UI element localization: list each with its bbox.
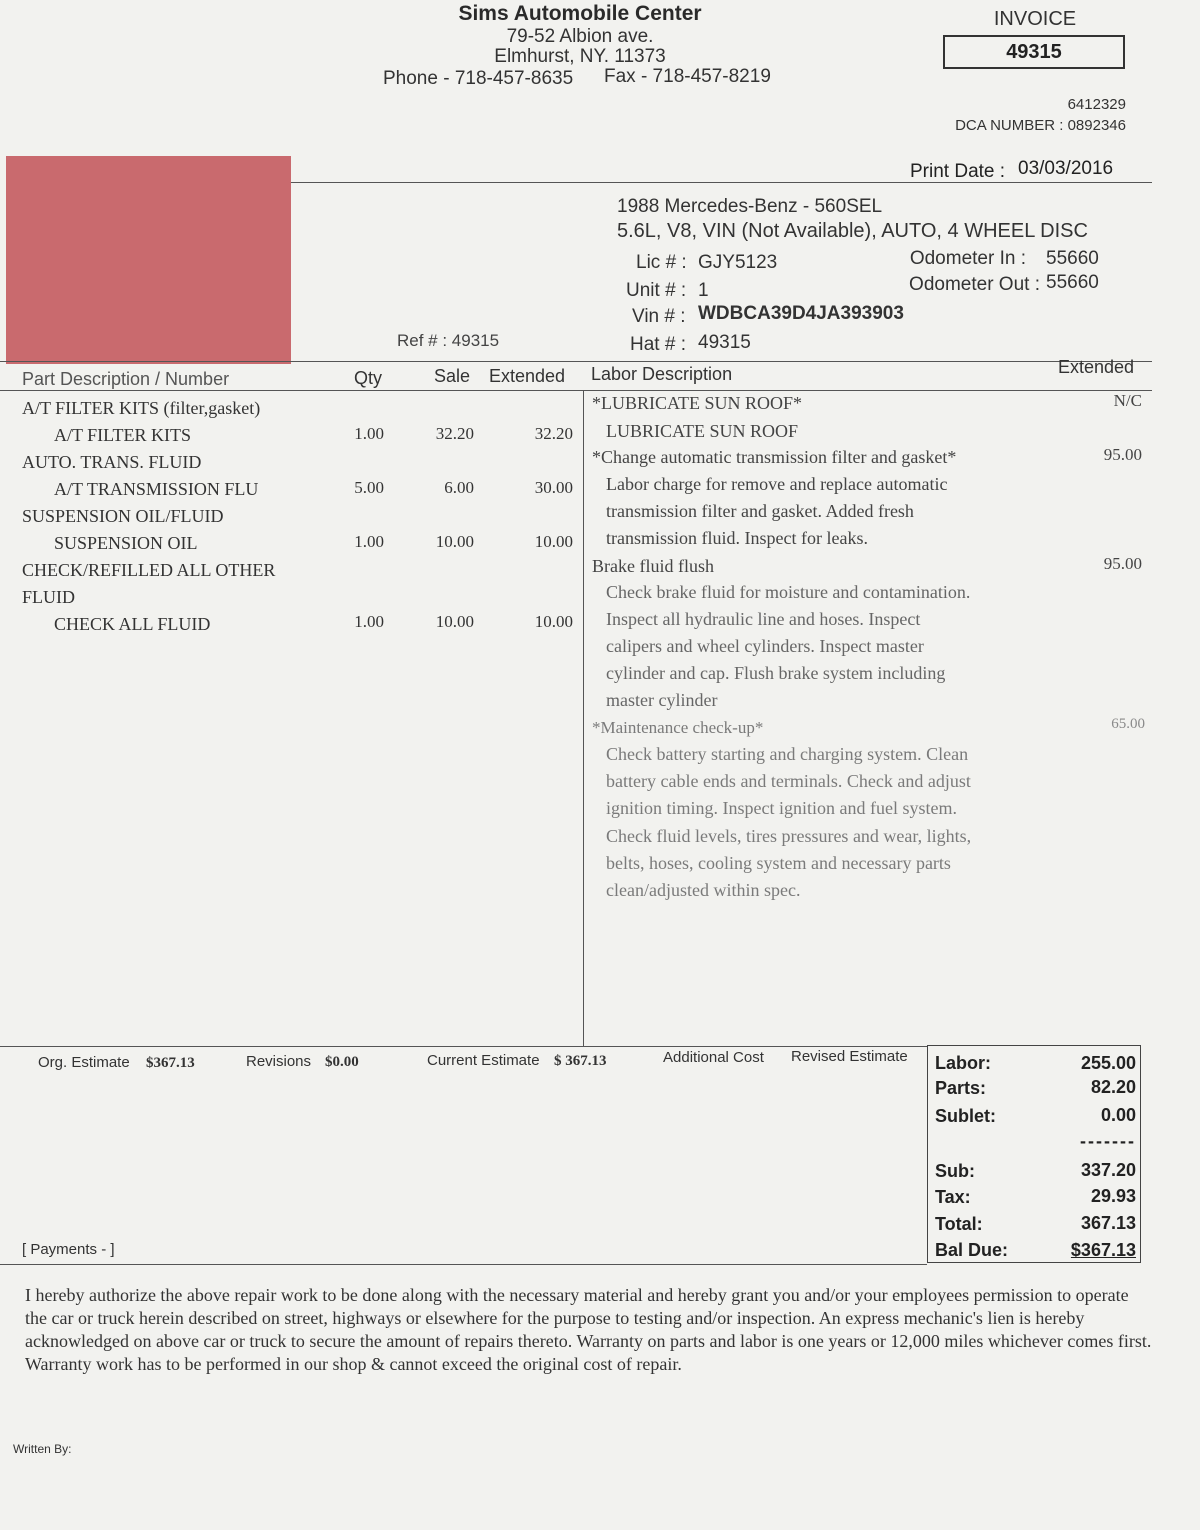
labor-line: transmission fluid. Inspect for leaks. bbox=[606, 528, 868, 548]
labor-line: calipers and wheel cylinders. Inspect master bbox=[606, 636, 924, 656]
part-row-2-description: A/T FILTER KITS bbox=[54, 425, 192, 445]
authorization-text: I hereby authorize the above repair work to be done along with the necessary material and hereby grant you and/or your employees permission to operate the car or truck herein described on street, highways or elsewhere for the purpose to testing and/or inspection. An express mechanic's lien is hereby acknowledged on above car or truck to secure the amount of repairs thereto. Warranty on parts and labor is one years or 12,000 miles whichever comes first. Warranty work has to be performed in our shop & cannot exceed the original cost of repair. bbox=[25, 1285, 1152, 1374]
labor-line: LUBRICATE SUN ROOF bbox=[606, 421, 799, 441]
vin-label: Vin # : bbox=[632, 306, 686, 327]
vehicle-title: 1988 Mercedes-Benz - 560SEL bbox=[617, 196, 883, 217]
labor-line: Check fluid levels, tires pressures and wear, lights, bbox=[606, 826, 972, 846]
totals-balance-value: $367.13 bbox=[1070, 1240, 1136, 1260]
part-row-6-sale: 10.00 bbox=[435, 532, 474, 551]
shop-name: Sims Automobile Center bbox=[458, 2, 702, 25]
vehicle-spec: 5.6L, V8, VIN (Not Available), AUTO, 4 WHEEL DISC bbox=[617, 220, 1088, 242]
part-row-6-qty: 1.00 bbox=[354, 532, 384, 551]
labor-ext-3: 95.00 bbox=[1103, 554, 1142, 573]
part-row-1-description: A/T FILTER KITS (filter,gasket) bbox=[22, 398, 261, 418]
totals-labor-label: Labor: bbox=[935, 1053, 991, 1073]
labor-line: Labor charge for remove and replace automatic bbox=[606, 474, 948, 494]
hat-value: 49315 bbox=[698, 332, 751, 353]
column-header-rule bbox=[0, 361, 1152, 362]
redacted-customer-block bbox=[6, 156, 291, 364]
odometer-in-value: 55660 bbox=[1046, 248, 1099, 269]
labor-line: *Change automatic transmission filter and gasket* bbox=[592, 447, 957, 467]
print-date-label: Print Date : bbox=[910, 161, 1006, 182]
ref-number: Ref # : 49315 bbox=[397, 331, 500, 350]
parts-labor-divider bbox=[583, 390, 584, 1046]
part-row-2-extended: 32.20 bbox=[534, 424, 573, 443]
totals-tax-label: Tax: bbox=[935, 1187, 971, 1207]
footer-rule bbox=[0, 1046, 927, 1047]
invoice-code: 6412329 bbox=[1067, 96, 1126, 113]
labor-line: battery cable ends and terminals. Check and adjust bbox=[606, 771, 971, 791]
totals-sublet-value: 0.00 bbox=[1100, 1105, 1136, 1125]
totals-balance-label: Bal Due: bbox=[935, 1240, 1009, 1260]
payments-label: [ Payments - ] bbox=[22, 1241, 115, 1258]
shop-address-line2: Elmhurst, NY. 11373 bbox=[494, 46, 666, 67]
print-date: 03/03/2016 bbox=[1018, 158, 1114, 179]
labor-line: transmission filter and gasket. Added fresh bbox=[606, 501, 914, 521]
labor-line: *LUBRICATE SUN ROOF* bbox=[592, 393, 803, 413]
vin-value: WDBCA39D4JA393903 bbox=[698, 303, 904, 324]
part-row-8-description: FLUID bbox=[22, 587, 75, 607]
invoice-number: 49315 bbox=[943, 35, 1125, 69]
shop-phone: Phone - 718-457-8635 bbox=[383, 68, 574, 89]
hat-label: Hat # : bbox=[630, 334, 686, 355]
revisions-value: $0.00 bbox=[325, 1054, 359, 1070]
lic-label: Lic # : bbox=[636, 252, 687, 273]
revised-estimate-label: Revised Estimate bbox=[791, 1048, 908, 1065]
col-qty: Qty bbox=[354, 368, 383, 388]
shop-address-line1: 79-52 Albion ave. bbox=[506, 26, 654, 47]
labor-line: *Maintenance check-up* bbox=[592, 718, 764, 737]
written-by-label: Written By: bbox=[13, 1442, 72, 1456]
part-row-3-description: AUTO. TRANS. FLUID bbox=[22, 452, 202, 472]
totals-sub-value: 337.20 bbox=[1080, 1160, 1136, 1180]
part-row-7-description: CHECK/REFILLED ALL OTHER bbox=[22, 560, 276, 580]
odometer-in-label: Odometer In : bbox=[909, 248, 1026, 269]
part-row-9-description: CHECK ALL FLUID bbox=[54, 614, 211, 634]
labor-line: clean/adjusted within spec. bbox=[606, 880, 801, 900]
labor-line: Brake fluid flush bbox=[592, 556, 714, 576]
unit-label: Unit # : bbox=[626, 280, 687, 301]
labor-line: ignition timing. Inspect ignition and fuel system. bbox=[606, 798, 957, 818]
part-row-6-description: SUSPENSION OIL bbox=[54, 533, 198, 553]
labor-line: belts, hoses, cooling system and necessary parts bbox=[606, 853, 951, 873]
totals-sublet-label: Sublet: bbox=[935, 1106, 996, 1126]
labor-ext-1: N/C bbox=[1113, 391, 1142, 410]
totals-total-value: 367.13 bbox=[1080, 1213, 1136, 1233]
revisions-label: Revisions bbox=[246, 1053, 312, 1070]
totals-labor-value: 255.00 bbox=[1080, 1053, 1136, 1073]
part-row-4-sale: 6.00 bbox=[444, 478, 474, 497]
odometer-out-value: 55660 bbox=[1046, 272, 1099, 293]
col-labor-extended: Extended bbox=[1058, 357, 1135, 377]
part-row-6-extended: 10.00 bbox=[534, 532, 573, 551]
dca-number: DCA NUMBER : 0892346 bbox=[955, 117, 1126, 134]
part-row-5-description: SUSPENSION OIL/FLUID bbox=[22, 506, 224, 526]
labor-line: Check battery starting and charging system. Clean bbox=[606, 744, 969, 764]
current-estimate-label: Current Estimate bbox=[427, 1052, 540, 1069]
part-row-2-qty: 1.00 bbox=[354, 424, 384, 443]
part-row-4-extended: 30.00 bbox=[534, 478, 573, 497]
labor-line: cylinder and cap. Flush brake system including bbox=[606, 663, 946, 683]
header-rule bbox=[290, 182, 1152, 183]
labor-ext-2: 95.00 bbox=[1103, 445, 1142, 464]
labor-ext-4: 65.00 bbox=[1111, 716, 1145, 732]
totals-tax-value: 29.93 bbox=[1090, 1186, 1136, 1206]
totals-total-label: Total: bbox=[935, 1214, 983, 1234]
org-estimate-label: Org. Estimate bbox=[38, 1054, 130, 1071]
totals-parts-label: Parts: bbox=[935, 1078, 987, 1098]
col-sale: Sale bbox=[434, 366, 471, 386]
part-row-4-qty: 5.00 bbox=[354, 478, 384, 497]
totals-parts-value: 82.20 bbox=[1090, 1077, 1136, 1097]
lic-value: GJY5123 bbox=[698, 252, 778, 273]
col-labor-description: Labor Description bbox=[591, 364, 733, 384]
part-row-9-extended: 10.00 bbox=[534, 612, 573, 631]
column-header-bottom-rule bbox=[0, 390, 1152, 391]
part-row-9-sale: 10.00 bbox=[435, 612, 474, 631]
additional-cost-label: Additional Cost bbox=[663, 1049, 764, 1066]
part-row-9-qty: 1.00 bbox=[354, 612, 384, 631]
shop-fax: Fax - 718-457-8219 bbox=[604, 66, 771, 87]
current-estimate-value: $ 367.13 bbox=[554, 1053, 607, 1069]
col-part-description: Part Description / Number bbox=[22, 369, 230, 389]
odometer-out-label: Odometer Out : bbox=[909, 274, 1040, 295]
labor-line: master cylinder bbox=[606, 690, 718, 710]
part-row-2-sale: 32.20 bbox=[435, 424, 474, 443]
col-extended: Extended bbox=[489, 366, 566, 386]
labor-line: Inspect all hydraulic line and hoses. Inspect bbox=[606, 609, 921, 629]
totals-separator: ------- bbox=[1080, 1131, 1136, 1151]
labor-line: Check brake fluid for moisture and contamination. bbox=[606, 582, 971, 602]
part-row-4-description: A/T TRANSMISSION FLU bbox=[54, 479, 259, 499]
payments-rule bbox=[0, 1264, 927, 1265]
unit-value: 1 bbox=[698, 280, 709, 301]
totals-sub-label: Sub: bbox=[935, 1161, 975, 1181]
org-estimate-value: $367.13 bbox=[146, 1055, 195, 1071]
invoice-label: INVOICE bbox=[993, 8, 1077, 30]
